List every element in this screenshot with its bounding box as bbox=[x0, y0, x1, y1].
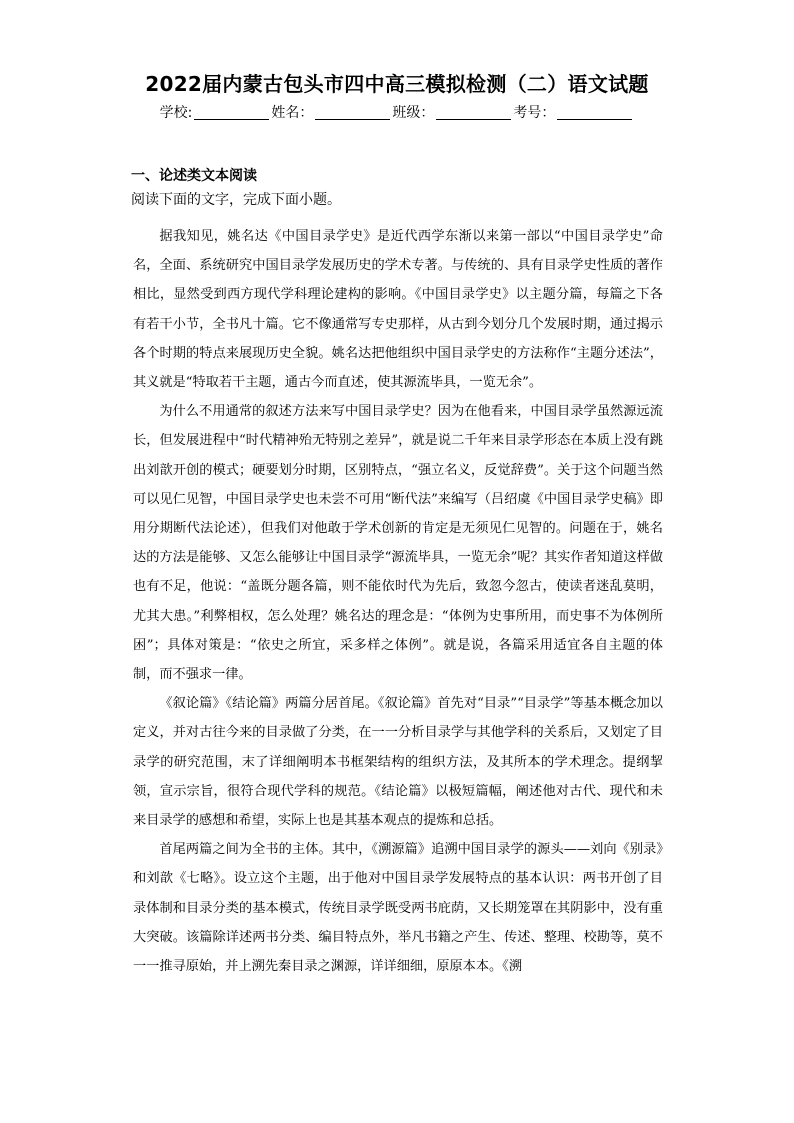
passage-paragraph: 为什么不用通常的叙述方法来写中国目录学史？因为在他看来，中国目录学虽然源远流长，但发展进程中“时代精神殆无特别之差异”，就是说二千年来目录学形态在本质上没有跳出刘歆开创的模式；硬要划分时期，区别特点，“强立名义，反觉辞费”。关于这个问题当然可以见仁见智，中国目录学史也未尝不可用“断代法”来编写（吕绍虞《中国目录学史稿》即用分期断代法论述），但我们对他敢于学术创新的肯定是无须见仁见智的。问题在于，姚名达的方法是能够、又怎么能够让中国目录学“源流毕具，一览无余”呢？其实作者知道这样做也有不足，他说：“盖既分题各篇，则不能依时代为先后，致忽今忽古，使读者迷乱莫明，尤其大患。”利弊相权，怎么处理？姚名达的理念是：“体例为史事所用，而史事不为体例所困”；具体对策是：“依史之所宜，采多样之体例”。就是说，各篇采用适宜各自主题的体制，而不强求一律。 bbox=[133, 404, 663, 683]
student-info-line bbox=[0, 102, 794, 122]
reading-passage bbox=[133, 222, 663, 981]
passage-paragraph: 据我知见，姚名达《中国目录学史》是近代西学东渐以来第一部以“中国目录学史”命名，全面、系统研究中国目录学发展历史的学术专著。与传统的、具有目录学史性质的著作相比，显然受到西方现代学科理论建构的影响。《中国目录学史》以主题分篇，每篇之下各有若干小节，全书凡十篇。它不像通常写专史那样，从古到今划分几个发展时期，通过揭示各个时期的特点来展现历史全貌。姚名达把他组织中国目录学史的方法称作“主题分述法”，其义就是“特取若干主题，通古今而直述，使其源流毕具，一览无余”。 bbox=[133, 229, 663, 391]
name-blank bbox=[315, 105, 390, 120]
section-heading: 一、论述类文本阅读 bbox=[131, 168, 257, 184]
section-instruction: 阅读下面的文字，完成下面小题。 bbox=[131, 192, 341, 208]
passage-paragraph: 首尾两篇之间为全书的主体。其中，《溯源篇》追溯中国目录学的源头——刘向《别录》和刘歆《七略》。设立这个主题，出于他对中国目录学发展特点的基本认识：两书开创了目录体制和目录分类的基本模式，传统目录学既受两书庇荫，又长期笼罩在其阴影中，没有重大突破。该篇除详述两书分类、编目特点外，举凡书籍之产生、传述、整理、校勘等，莫不一一推寻原始，并上溯先秦目录之渊源，详详细细，原原本本。《溯 bbox=[133, 842, 663, 975]
number-label: 考号： bbox=[513, 105, 556, 121]
number-blank bbox=[557, 105, 632, 120]
school-label: 学校: bbox=[159, 105, 193, 121]
name-label: 姓名： bbox=[271, 105, 314, 121]
page-title: 2022届内蒙古包头市四中高三模拟检测（二）语文试题 bbox=[145, 72, 649, 96]
passage-paragraph: 《叙论篇》《结论篇》两篇分居首尾。《叙论篇》首先对“目录”“目录学”等基本概念加以定义，并对古往今来的目录做了分类，在一一分析目录学与其他学科的关系后，又划定了目录学的研究范围，末了详细阐明本书框架结构的组织方法，及其所本的学术理念。提纲挈领，宣示宗旨，很符合现代学科的规范。《结论篇》以极短篇幅，阐述他对古代、现代和未来目录学的感想和希望，实际上也是其基本观点的提炼和总括。 bbox=[133, 696, 663, 829]
school-blank bbox=[194, 105, 269, 120]
class-label: 班级： bbox=[392, 105, 435, 121]
class-blank bbox=[436, 105, 511, 120]
